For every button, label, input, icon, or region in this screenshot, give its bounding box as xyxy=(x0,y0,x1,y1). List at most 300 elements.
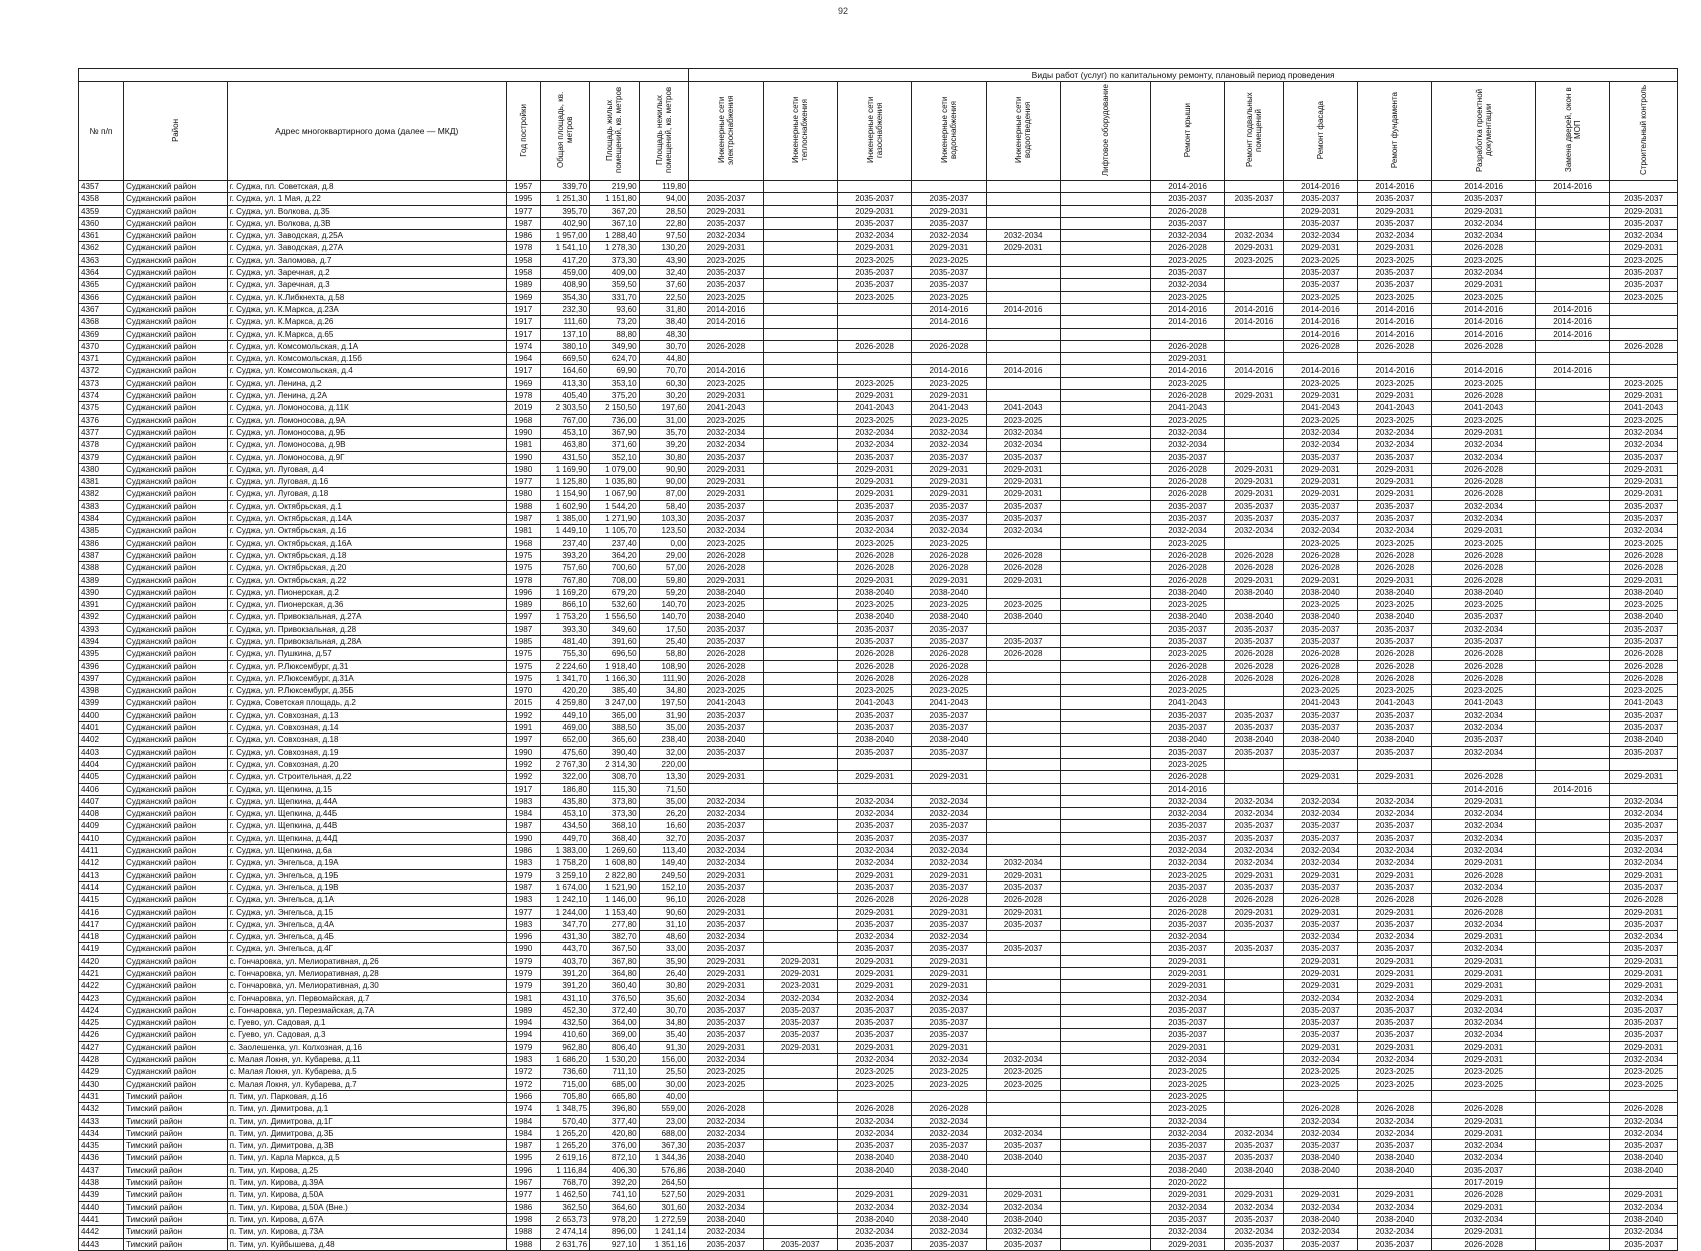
col-gas-cell: 2035-2037 xyxy=(837,1029,911,1041)
col-number-cell: 4375 xyxy=(79,402,124,414)
col-design-docs-cell: 2035-2037 xyxy=(1432,635,1536,647)
col-doors-windows-cell xyxy=(1535,267,1609,279)
col-foundation-cell: 2035-2037 xyxy=(1358,623,1432,635)
col-residential-area-cell: 93,60 xyxy=(590,303,640,315)
col-electric-cell: 2035-2037 xyxy=(689,1238,763,1250)
col-district-cell: Суджанский район xyxy=(124,574,228,586)
col-foundation-cell: 2035-2037 xyxy=(1358,722,1432,734)
col-year-built-cell: 1979 xyxy=(506,955,540,967)
col-design-docs-cell: 2041-2043 xyxy=(1432,697,1536,709)
col-elevator-cell xyxy=(1060,918,1150,930)
col-construction-control-cell: 2029-2031 xyxy=(1610,968,1678,980)
col-facade-cell: 2041-2043 xyxy=(1283,402,1357,414)
col-electric-cell: 2029-2031 xyxy=(689,955,763,967)
col-nonresidential-area-cell: 149,40 xyxy=(639,857,689,869)
col-heating-cell xyxy=(763,808,837,820)
col-heating-cell xyxy=(763,537,837,549)
col-elevator-cell xyxy=(1060,1078,1150,1090)
col-residential-area-label: Площадь жилых помещений, кв. метров xyxy=(605,86,624,174)
col-number-cell: 4359 xyxy=(79,205,124,217)
col-total-area-header xyxy=(540,82,590,181)
col-sewerage-cell: 2035-2037 xyxy=(986,513,1060,525)
col-facade-cell: 2014-2016 xyxy=(1283,365,1357,377)
col-basement-cell xyxy=(1225,328,1284,340)
col-heating-cell xyxy=(763,1177,837,1189)
col-sewerage-cell xyxy=(986,353,1060,365)
col-residential-area-cell: 1 105,70 xyxy=(590,525,640,537)
table-row xyxy=(79,857,1678,869)
col-heating-cell xyxy=(763,1115,837,1127)
col-year-built-cell: 1990 xyxy=(506,832,540,844)
col-construction-control-cell: 2035-2037 xyxy=(1610,820,1678,832)
col-water-supply-cell: 2026-2028 xyxy=(912,672,986,684)
col-basement-cell: 2014-2016 xyxy=(1225,303,1284,315)
col-design-docs-cell: 2026-2028 xyxy=(1432,648,1536,660)
col-sewerage-cell: 2029-2031 xyxy=(986,906,1060,918)
col-heating-cell xyxy=(763,697,837,709)
col-electric-cell: 2023-2025 xyxy=(689,1078,763,1090)
col-elevator-cell xyxy=(1060,488,1150,500)
col-construction-control-cell: 2035-2037 xyxy=(1610,267,1678,279)
col-doors-windows-cell xyxy=(1535,291,1609,303)
col-doors-windows-cell xyxy=(1535,574,1609,586)
col-roof-cell: 2014-2016 xyxy=(1150,316,1224,328)
col-design-docs-cell xyxy=(1432,1090,1536,1102)
col-elevator-cell xyxy=(1060,205,1150,217)
col-doors-windows-cell xyxy=(1535,845,1609,857)
col-total-area-cell: 475,60 xyxy=(540,746,590,758)
col-basement-cell: 2035-2037 xyxy=(1225,881,1284,893)
table-row xyxy=(79,771,1678,783)
col-foundation-cell: 2035-2037 xyxy=(1358,513,1432,525)
col-construction-control-cell: 2026-2028 xyxy=(1610,648,1678,660)
col-basement-cell: 2035-2037 xyxy=(1225,500,1284,512)
col-nonresidential-area-cell: 301,60 xyxy=(639,1201,689,1213)
col-design-docs-cell: 2032-2034 xyxy=(1432,439,1536,451)
col-doors-windows-cell xyxy=(1535,549,1609,561)
col-foundation-cell: 2026-2028 xyxy=(1358,660,1432,672)
col-foundation-cell: 2023-2025 xyxy=(1358,537,1432,549)
col-elevator-cell xyxy=(1060,697,1150,709)
col-gas-cell: 2038-2040 xyxy=(837,734,911,746)
col-sewerage-cell xyxy=(986,267,1060,279)
col-address-cell: г. Суджа, ул. Волкова, д.3В xyxy=(227,217,506,229)
col-district-cell: Суджанский район xyxy=(124,242,228,254)
col-nonresidential-area-cell: 58,40 xyxy=(639,500,689,512)
col-number-cell: 4373 xyxy=(79,377,124,389)
works-group-title: Виды работ (услуг) по капитальному ремонту, плановый период проведения xyxy=(689,69,1678,82)
col-elevator-cell xyxy=(1060,1127,1150,1139)
col-sewerage-cell xyxy=(986,697,1060,709)
col-roof-cell: 2032-2034 xyxy=(1150,857,1224,869)
col-heating-cell xyxy=(763,488,837,500)
col-roof-cell: 2041-2043 xyxy=(1150,402,1224,414)
col-heating-cell xyxy=(763,709,837,721)
col-facade-cell: 2029-2031 xyxy=(1283,574,1357,586)
col-district-cell: Суджанский район xyxy=(124,931,228,943)
col-doors-windows-cell xyxy=(1535,832,1609,844)
col-doors-windows-cell xyxy=(1535,463,1609,475)
col-water-supply-cell: 2026-2028 xyxy=(912,894,986,906)
col-number-cell: 4382 xyxy=(79,488,124,500)
col-sewerage-cell: 2029-2031 xyxy=(986,242,1060,254)
col-doors-windows-cell xyxy=(1535,697,1609,709)
col-year-built-cell: 1981 xyxy=(506,525,540,537)
col-construction-control-cell xyxy=(1610,303,1678,315)
col-number-cell: 4419 xyxy=(79,943,124,955)
col-electric-cell: 2026-2028 xyxy=(689,660,763,672)
col-sewerage-cell xyxy=(986,1017,1060,1029)
col-construction-control-cell: 2032-2034 xyxy=(1610,525,1678,537)
col-roof-cell: 2041-2043 xyxy=(1150,697,1224,709)
col-doors-windows-cell xyxy=(1535,943,1609,955)
col-number-cell: 4383 xyxy=(79,500,124,512)
col-residential-area-cell: 978,20 xyxy=(590,1213,640,1225)
col-facade-cell: 2029-2031 xyxy=(1283,980,1357,992)
col-district-cell: Суджанский район xyxy=(124,365,228,377)
col-design-docs-cell: 2032-2034 xyxy=(1432,709,1536,721)
col-elevator-cell xyxy=(1060,513,1150,525)
col-doors-windows-cell xyxy=(1535,808,1609,820)
col-roof-cell: 2029-2031 xyxy=(1150,1041,1224,1053)
col-district-cell: Суджанский район xyxy=(124,894,228,906)
col-sewerage-cell: 2032-2034 xyxy=(986,230,1060,242)
col-number-cell: 4420 xyxy=(79,955,124,967)
col-facade-cell: 2032-2034 xyxy=(1283,1226,1357,1238)
col-facade-cell: 2014-2016 xyxy=(1283,181,1357,193)
col-residential-area-cell: 2 150,50 xyxy=(590,402,640,414)
col-nonresidential-area-cell: 44,80 xyxy=(639,353,689,365)
col-sewerage-cell: 2023-2025 xyxy=(986,414,1060,426)
col-basement-cell xyxy=(1225,537,1284,549)
col-residential-area-cell: 741,10 xyxy=(590,1189,640,1201)
col-doors-windows-cell xyxy=(1535,820,1609,832)
col-elevator-cell xyxy=(1060,426,1150,438)
col-construction-control-cell: 2029-2031 xyxy=(1610,574,1678,586)
col-water-supply-cell: 2029-2031 xyxy=(912,1041,986,1053)
col-sewerage-cell xyxy=(986,279,1060,291)
col-heating-cell: 2023-2031 xyxy=(763,980,837,992)
col-address-cell: г. Суджа, ул. К.Маркса, д.26 xyxy=(227,316,506,328)
col-design-docs-cell: 2023-2025 xyxy=(1432,1078,1536,1090)
col-number-cell: 4398 xyxy=(79,685,124,697)
col-heating-cell xyxy=(763,205,837,217)
col-design-docs-cell xyxy=(1432,353,1536,365)
col-nonresidential-area-cell: 34,80 xyxy=(639,685,689,697)
col-residential-area-cell: 367,90 xyxy=(590,426,640,438)
col-heating-cell xyxy=(763,549,837,561)
col-heating-cell xyxy=(763,1054,837,1066)
col-number-cell: 4426 xyxy=(79,1029,124,1041)
col-total-area-cell: 2 653,73 xyxy=(540,1213,590,1225)
col-district-cell: Суджанский район xyxy=(124,857,228,869)
col-address-cell: г. Суджа, ул. К.Маркса, д.23А xyxy=(227,303,506,315)
col-total-area-cell: 347,70 xyxy=(540,918,590,930)
col-construction-control-cell: 2041-2043 xyxy=(1610,402,1678,414)
col-gas-cell xyxy=(837,1090,911,1102)
col-roof-cell: 2023-2025 xyxy=(1150,599,1224,611)
col-district-header xyxy=(124,82,228,181)
col-foundation-cell: 2014-2016 xyxy=(1358,303,1432,315)
col-construction-control-cell: 2026-2028 xyxy=(1610,549,1678,561)
table-row xyxy=(79,549,1678,561)
col-sewerage-cell xyxy=(986,685,1060,697)
col-total-area-cell: 669,50 xyxy=(540,353,590,365)
col-district-cell: Тимский район xyxy=(124,1164,228,1176)
col-number-cell: 4443 xyxy=(79,1238,124,1250)
col-design-docs-cell: 2029-2031 xyxy=(1432,795,1536,807)
col-basement-cell: 2035-2037 xyxy=(1225,1238,1284,1250)
col-construction-control-cell xyxy=(1610,758,1678,770)
table-row xyxy=(79,758,1678,770)
col-doors-windows-cell xyxy=(1535,894,1609,906)
table-row xyxy=(79,869,1678,881)
col-year-built-cell: 1978 xyxy=(506,574,540,586)
col-year-built-cell: 1997 xyxy=(506,611,540,623)
col-residential-area-cell: 376,50 xyxy=(590,992,640,1004)
col-roof-cell: 2035-2037 xyxy=(1150,267,1224,279)
table-row xyxy=(79,660,1678,672)
col-doors-windows-cell xyxy=(1535,758,1609,770)
col-electric-cell: 2035-2037 xyxy=(689,217,763,229)
col-sewerage-cell: 2026-2028 xyxy=(986,894,1060,906)
col-sewerage-cell xyxy=(986,340,1060,352)
col-heating-cell xyxy=(763,414,837,426)
col-roof-cell: 2035-2037 xyxy=(1150,1140,1224,1152)
col-nonresidential-area-cell: 30,80 xyxy=(639,980,689,992)
col-residential-area-cell: 353,10 xyxy=(590,377,640,389)
col-elevator-cell xyxy=(1060,402,1150,414)
col-number-cell: 4441 xyxy=(79,1213,124,1225)
col-number-cell: 4367 xyxy=(79,303,124,315)
col-basement-cell xyxy=(1225,783,1284,795)
col-gas-cell: 2032-2034 xyxy=(837,857,911,869)
col-address-cell: г. Суджа, ул. Энгельса, д.1А xyxy=(227,894,506,906)
col-roof-cell: 2035-2037 xyxy=(1150,1152,1224,1164)
col-facade-cell: 2038-2040 xyxy=(1283,734,1357,746)
col-residential-area-cell: 3 247,00 xyxy=(590,697,640,709)
col-elevator-cell xyxy=(1060,279,1150,291)
col-basement-cell: 2038-2040 xyxy=(1225,586,1284,598)
col-roof-cell: 2035-2037 xyxy=(1150,820,1224,832)
col-year-built-cell: 1987 xyxy=(506,513,540,525)
col-district-cell: Тимский район xyxy=(124,1152,228,1164)
col-doors-windows-cell xyxy=(1535,968,1609,980)
col-facade-cell xyxy=(1283,1090,1357,1102)
col-facade-cell: 2029-2031 xyxy=(1283,955,1357,967)
col-district-cell: Тимский район xyxy=(124,1238,228,1250)
col-address-cell: с. Гончаровка, ул. Мелиоративная, д.28 xyxy=(227,968,506,980)
col-gas-cell: 2035-2037 xyxy=(837,623,911,635)
col-heating-cell xyxy=(763,611,837,623)
col-number-cell: 4425 xyxy=(79,1017,124,1029)
col-number-cell: 4368 xyxy=(79,316,124,328)
table-row xyxy=(79,820,1678,832)
col-year-built-cell: 1992 xyxy=(506,771,540,783)
col-basement-cell: 2029-2031 xyxy=(1225,574,1284,586)
col-design-docs-cell: 2029-2031 xyxy=(1432,980,1536,992)
col-basement-cell xyxy=(1225,451,1284,463)
col-nonresidential-area-cell: 31,80 xyxy=(639,303,689,315)
col-electric-cell: 2023-2025 xyxy=(689,414,763,426)
col-total-area-cell: 449,10 xyxy=(540,709,590,721)
col-gas-cell xyxy=(837,758,911,770)
col-design-docs-label: Разработка проектной документации xyxy=(1474,88,1493,172)
col-residential-area-cell: 373,30 xyxy=(590,808,640,820)
col-total-area-cell: 4 259,80 xyxy=(540,697,590,709)
col-roof-header xyxy=(1150,82,1224,181)
col-construction-control-cell: 2023-2025 xyxy=(1610,414,1678,426)
col-roof-cell: 2035-2037 xyxy=(1150,1213,1224,1225)
col-foundation-cell: 2032-2034 xyxy=(1358,931,1432,943)
col-facade-cell: 2038-2040 xyxy=(1283,1213,1357,1225)
col-design-docs-cell: 2029-2031 xyxy=(1432,931,1536,943)
table-row xyxy=(79,1004,1678,1016)
col-electric-cell: 2041-2043 xyxy=(689,697,763,709)
col-number-cell: 4435 xyxy=(79,1140,124,1152)
col-construction-control-cell: 2035-2037 xyxy=(1610,918,1678,930)
col-number-cell: 4396 xyxy=(79,660,124,672)
col-number-cell: 4384 xyxy=(79,513,124,525)
col-address-cell: г. Суджа, ул. Ломоносова, д.9В xyxy=(227,439,506,451)
col-electric-cell: 2035-2037 xyxy=(689,832,763,844)
col-basement-cell: 2026-2028 xyxy=(1225,660,1284,672)
col-heating-cell xyxy=(763,217,837,229)
col-nonresidential-area-cell: 140,70 xyxy=(639,611,689,623)
col-water-supply-cell: 2026-2028 xyxy=(912,562,986,574)
col-basement-cell xyxy=(1225,439,1284,451)
col-heating-cell xyxy=(763,181,837,193)
col-residential-area-cell: 1 067,90 xyxy=(590,488,640,500)
col-total-area-cell: 2 619,16 xyxy=(540,1152,590,1164)
table-row xyxy=(79,955,1678,967)
col-address-cell: г. Суджа, ул. Ломоносова, д.9Г xyxy=(227,451,506,463)
col-elevator-cell xyxy=(1060,463,1150,475)
col-total-area-cell: 736,60 xyxy=(540,1066,590,1078)
col-roof-cell: 2026-2028 xyxy=(1150,476,1224,488)
col-nonresidential-area-cell: 43,90 xyxy=(639,254,689,266)
col-nonresidential-area-cell: 1 272,59 xyxy=(639,1213,689,1225)
col-construction-control-cell: 2029-2031 xyxy=(1610,955,1678,967)
col-facade-cell: 2023-2025 xyxy=(1283,414,1357,426)
col-electric-cell: 2029-2031 xyxy=(689,488,763,500)
col-facade-cell: 2023-2025 xyxy=(1283,377,1357,389)
col-basement-cell: 2032-2034 xyxy=(1225,857,1284,869)
col-doors-windows-cell xyxy=(1535,611,1609,623)
col-electric-cell: 2032-2034 xyxy=(689,808,763,820)
col-total-area-label: Общая площадь, кв. метров xyxy=(555,91,574,169)
col-nonresidential-area-cell: 32,00 xyxy=(639,746,689,758)
col-residential-area-cell: 390,40 xyxy=(590,746,640,758)
col-address-cell: п. Тим, ул. Кирова, д.25 xyxy=(227,1164,506,1176)
col-foundation-cell: 2026-2028 xyxy=(1358,562,1432,574)
col-address-cell: п. Тим, ул. Димитрова, д.1 xyxy=(227,1103,506,1115)
col-water-supply-cell: 2032-2034 xyxy=(912,857,986,869)
col-basement-cell: 2035-2037 xyxy=(1225,1140,1284,1152)
col-doors-windows-cell xyxy=(1535,1226,1609,1238)
col-water-supply-cell: 2035-2037 xyxy=(912,881,986,893)
col-electric-cell: 2035-2037 xyxy=(689,746,763,758)
col-total-area-cell: 431,50 xyxy=(540,451,590,463)
col-foundation-cell xyxy=(1358,353,1432,365)
col-construction-control-cell: 2035-2037 xyxy=(1610,1140,1678,1152)
col-residential-area-cell: 69,90 xyxy=(590,365,640,377)
col-roof-cell: 2032-2034 xyxy=(1150,439,1224,451)
col-doors-windows-cell xyxy=(1535,1066,1609,1078)
col-construction-control-cell: 2023-2025 xyxy=(1610,291,1678,303)
col-electric-cell: 2038-2040 xyxy=(689,734,763,746)
col-doors-windows-cell xyxy=(1535,623,1609,635)
col-basement-cell xyxy=(1225,205,1284,217)
col-foundation-cell: 2023-2025 xyxy=(1358,377,1432,389)
col-gas-cell: 2029-2031 xyxy=(837,955,911,967)
col-year-built-cell: 1975 xyxy=(506,660,540,672)
col-construction-control-cell: 2032-2034 xyxy=(1610,230,1678,242)
col-doors-windows-cell: 2014-2016 xyxy=(1535,783,1609,795)
col-gas-cell: 2032-2034 xyxy=(837,525,911,537)
col-year-built-cell: 1970 xyxy=(506,685,540,697)
col-foundation-cell: 2029-2031 xyxy=(1358,1041,1432,1053)
col-sewerage-cell xyxy=(986,734,1060,746)
col-total-area-cell: 1 462,50 xyxy=(540,1189,590,1201)
col-facade-cell: 2023-2025 xyxy=(1283,1078,1357,1090)
col-district-cell: Суджанский район xyxy=(124,648,228,660)
col-district-cell: Суджанский район xyxy=(124,217,228,229)
col-residential-area-cell: 373,30 xyxy=(590,254,640,266)
col-basement-cell xyxy=(1225,291,1284,303)
col-heating-cell xyxy=(763,316,837,328)
col-heating-cell: 2035-2037 xyxy=(763,1238,837,1250)
col-year-built-cell: 1990 xyxy=(506,451,540,463)
col-number-cell: 4371 xyxy=(79,353,124,365)
col-year-built-cell: 1917 xyxy=(506,316,540,328)
col-doors-windows-cell xyxy=(1535,1127,1609,1139)
col-address-cell: г. Суджа, Советская площадь, д.2 xyxy=(227,697,506,709)
col-year-built-cell: 2015 xyxy=(506,697,540,709)
col-sewerage-cell: 2035-2037 xyxy=(986,635,1060,647)
col-design-docs-cell: 2029-2031 xyxy=(1432,1041,1536,1053)
col-water-supply-cell: 2032-2034 xyxy=(912,1226,986,1238)
col-nonresidential-area-cell: 16,60 xyxy=(639,820,689,832)
col-elevator-cell xyxy=(1060,414,1150,426)
col-year-built-cell: 1978 xyxy=(506,390,540,402)
col-residential-area-cell: 88,80 xyxy=(590,328,640,340)
col-construction-control-cell: 2035-2037 xyxy=(1610,1017,1678,1029)
col-residential-area-cell: 685,00 xyxy=(590,1078,640,1090)
col-nonresidential-area-cell: 39,20 xyxy=(639,439,689,451)
col-total-area-cell: 1 957,00 xyxy=(540,230,590,242)
col-residential-area-cell: 2 822,80 xyxy=(590,869,640,881)
col-electric-cell: 2023-2025 xyxy=(689,599,763,611)
col-year-built-cell: 1975 xyxy=(506,648,540,660)
col-residential-area-cell: 367,50 xyxy=(590,943,640,955)
col-nonresidential-area-cell: 25,40 xyxy=(639,635,689,647)
col-address-cell: г. Суджа, ул. Луговая, д.4 xyxy=(227,463,506,475)
col-gas-cell: 2035-2037 xyxy=(837,451,911,463)
col-year-built-cell: 1994 xyxy=(506,1017,540,1029)
col-construction-control-cell: 2026-2028 xyxy=(1610,660,1678,672)
col-roof-cell: 2023-2025 xyxy=(1150,1103,1224,1115)
col-heating-cell xyxy=(763,832,837,844)
col-design-docs-cell: 2026-2028 xyxy=(1432,660,1536,672)
col-foundation-cell: 2041-2043 xyxy=(1358,402,1432,414)
col-electric-cell: 2029-2031 xyxy=(689,906,763,918)
col-water-supply-cell: 2035-2037 xyxy=(912,1238,986,1250)
col-electric-cell: 2023-2025 xyxy=(689,291,763,303)
col-electric-cell: 2023-2025 xyxy=(689,537,763,549)
col-basement-cell xyxy=(1225,1054,1284,1066)
col-address-cell: г. Суджа, ул. Октябрьская, д.1 xyxy=(227,500,506,512)
